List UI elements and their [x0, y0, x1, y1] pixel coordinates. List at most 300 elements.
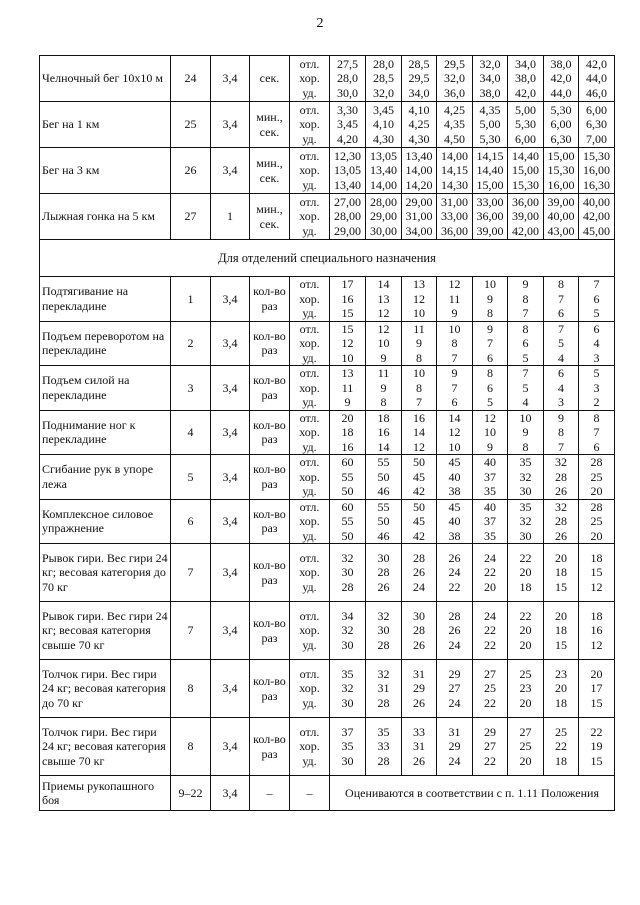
exercise-name: Сгибание рук в упоре лежа — [40, 455, 171, 500]
level-label: отл. — [299, 499, 320, 514]
value: 7 — [593, 277, 600, 291]
value: 4 — [558, 350, 564, 365]
value: 18 — [555, 695, 567, 710]
value: 16 — [341, 291, 354, 306]
value: 31 — [413, 739, 425, 754]
value: 15,30 — [547, 163, 575, 178]
value: 4,30 — [373, 131, 394, 146]
value: 6 — [487, 350, 493, 365]
unit: кол-во раз — [250, 660, 290, 718]
value: 10 — [413, 306, 425, 320]
value: 29,5 — [444, 56, 465, 71]
value: 26 — [555, 484, 567, 498]
value: 5,30 — [479, 131, 501, 146]
value-cell — [366, 277, 402, 322]
value-cell — [579, 148, 615, 194]
value-cell — [508, 718, 544, 776]
norms-table — [39, 55, 615, 811]
unit: кол-во раз — [250, 602, 290, 660]
exercise-number: 8 — [171, 660, 211, 718]
value-cell — [437, 455, 473, 500]
level-label: уд. — [302, 484, 317, 498]
value: 11 — [413, 321, 425, 336]
value-cell — [402, 277, 437, 322]
value: 28 — [590, 455, 603, 469]
value-cell — [579, 455, 615, 500]
value: 6 — [593, 321, 600, 336]
value: 20 — [519, 623, 532, 638]
value: 4,20 — [337, 131, 358, 146]
value-cell — [508, 148, 544, 194]
value: 9 — [416, 336, 422, 350]
value: 28 — [377, 753, 390, 768]
level-label: хор. — [299, 336, 320, 350]
value: 7 — [558, 291, 564, 306]
value: 4,10 — [373, 117, 394, 132]
value: 20 — [519, 695, 532, 710]
value: 20 — [590, 484, 603, 498]
value: 2 — [593, 395, 600, 409]
value: 32 — [519, 514, 532, 528]
exercise-name: Челночный бег 10х10 м — [40, 56, 171, 102]
value: 19 — [590, 739, 603, 754]
value-cell — [508, 660, 544, 718]
exercise-number: 9–22 — [171, 776, 211, 811]
value-cell — [508, 277, 544, 322]
value-cell — [366, 718, 402, 776]
level-label: хор. — [299, 514, 320, 528]
value: 30 — [519, 484, 532, 498]
value-cell — [366, 321, 402, 366]
level-labels — [290, 499, 330, 544]
value: 50 — [377, 514, 390, 528]
value-cell — [473, 194, 508, 240]
table-row — [40, 321, 615, 366]
value: 22 — [484, 623, 496, 638]
value: 32 — [341, 623, 354, 638]
value: 50 — [341, 528, 354, 543]
exercise-name: Бег на 3 км — [40, 148, 171, 194]
value: 33 — [413, 724, 425, 739]
value-cell — [473, 410, 508, 455]
value-cell — [508, 102, 544, 148]
value-cell — [473, 148, 508, 194]
value-cell — [473, 602, 508, 660]
value: 5 — [487, 395, 493, 409]
value: 24 — [448, 565, 461, 580]
value: 27,00 — [334, 194, 361, 209]
value: 4,25 — [408, 117, 430, 132]
table-row — [40, 56, 615, 102]
value: 22 — [484, 695, 496, 710]
level-label: отл. — [299, 550, 320, 565]
value-cell — [366, 602, 402, 660]
value: 6 — [593, 439, 600, 454]
value: 28,0 — [337, 71, 358, 86]
value: 8 — [380, 395, 387, 409]
value-cell — [330, 148, 366, 194]
coefficient: 3,4 — [211, 602, 250, 660]
value: 29 — [448, 666, 461, 681]
value-cell — [437, 366, 473, 411]
value: 22 — [519, 608, 532, 623]
value: 50 — [377, 469, 390, 484]
value: 22 — [519, 550, 532, 565]
level-labels — [290, 102, 330, 148]
value: 7 — [522, 366, 529, 380]
value: 9 — [487, 321, 493, 336]
value-cell — [402, 499, 437, 544]
coefficient: 3,4 — [211, 321, 250, 366]
value: 10 — [448, 439, 461, 454]
level-label: отл. — [299, 608, 320, 623]
value: 8 — [593, 410, 600, 425]
value: 27 — [519, 724, 532, 739]
value: 26 — [413, 637, 425, 652]
value: 10 — [448, 321, 461, 336]
level-label: уд. — [302, 637, 317, 652]
value: 13 — [341, 366, 354, 380]
level-label: хор. — [299, 117, 320, 132]
value: 7 — [558, 439, 564, 454]
value: 28 — [555, 469, 567, 484]
level-label: хор. — [299, 623, 320, 638]
value: 18 — [341, 425, 354, 439]
value: 16,30 — [583, 177, 610, 192]
value-cell — [508, 321, 544, 366]
level-labels — [290, 366, 330, 411]
table-row — [40, 277, 615, 322]
value: 27 — [484, 739, 496, 754]
level-labels — [290, 660, 330, 718]
level-labels — [290, 718, 330, 776]
unit: кол-во раз — [250, 410, 290, 455]
value-cell — [402, 194, 437, 240]
value: 23 — [519, 681, 532, 696]
value-cell — [366, 410, 402, 455]
value-cell — [330, 194, 366, 240]
level-label: отл. — [299, 455, 320, 469]
value-cell — [579, 544, 615, 602]
exercise-name: Приемы рукопашного боя — [40, 776, 171, 811]
value: 29,00 — [405, 194, 433, 209]
level-label: хор. — [299, 291, 320, 306]
value-cell — [508, 455, 544, 500]
value: 46 — [377, 528, 390, 543]
value: 10 — [484, 425, 496, 439]
value: 30 — [341, 637, 354, 652]
value: 36,0 — [444, 85, 465, 100]
value: 28 — [413, 623, 425, 638]
level-label: хор. — [299, 425, 320, 439]
value: 28,00 — [370, 194, 397, 209]
exercise-number: 2 — [171, 321, 211, 366]
value: 9 — [522, 425, 529, 439]
exercise-number: 3 — [171, 366, 211, 411]
exercise-number: 8 — [171, 718, 211, 776]
value-cell — [330, 499, 366, 544]
value: 5,30 — [515, 117, 536, 132]
value: 13,05 — [370, 148, 397, 163]
value: 4 — [558, 380, 564, 395]
coefficient: 3,4 — [211, 410, 250, 455]
value-cell — [579, 499, 615, 544]
value: 5,00 — [515, 102, 536, 117]
level-label: уд. — [302, 85, 317, 100]
value: 17 — [341, 277, 354, 291]
value-cell — [402, 102, 437, 148]
section-row — [40, 240, 615, 277]
value: 15 — [555, 637, 567, 652]
level-label: уд. — [302, 306, 317, 320]
value: 38,0 — [550, 56, 572, 71]
value: 28,00 — [334, 209, 361, 224]
value: 23 — [555, 666, 567, 681]
value: 10 — [484, 277, 496, 291]
value: 55 — [377, 455, 390, 469]
value: 29 — [484, 724, 496, 739]
value: 50 — [413, 499, 425, 514]
value: 30 — [519, 528, 532, 543]
level-labels — [290, 277, 330, 322]
value-cell — [473, 660, 508, 718]
value-cell — [508, 56, 544, 102]
table-row — [40, 148, 615, 194]
table-row — [40, 544, 615, 602]
unit: сек. — [250, 56, 290, 102]
value: 9 — [487, 439, 493, 454]
value: 35 — [484, 528, 496, 543]
value: 7 — [558, 321, 564, 336]
exercise-name: Комплексное силовое упражнение — [40, 499, 171, 544]
value-cell — [579, 194, 615, 240]
value: 15 — [341, 306, 354, 320]
level-label: отл. — [299, 366, 320, 380]
value-cell — [508, 499, 544, 544]
value-cell — [473, 277, 508, 322]
value: 5 — [522, 350, 529, 365]
value: 15 — [555, 579, 567, 594]
value: 31,00 — [405, 209, 433, 224]
value: 39,00 — [547, 194, 575, 209]
value: 12 — [590, 637, 603, 652]
value: 15 — [590, 695, 603, 710]
value: 39,00 — [476, 223, 504, 238]
value: 33,00 — [441, 209, 468, 224]
value: 32,0 — [479, 56, 501, 71]
table-row — [40, 718, 615, 776]
value: 26 — [377, 579, 390, 594]
value-cell — [366, 366, 402, 411]
value-cell — [579, 321, 615, 366]
value-cell — [508, 544, 544, 602]
coefficient: 1 — [211, 194, 250, 240]
coefficient: 3,4 — [211, 776, 250, 811]
value: 9 — [380, 350, 387, 365]
value: 30,0 — [337, 85, 358, 100]
level-labels — [290, 194, 330, 240]
value: 31 — [448, 724, 461, 739]
value: 36,00 — [441, 223, 468, 238]
value: 38 — [448, 484, 461, 498]
value: 25 — [590, 469, 603, 484]
unit: мин., сек. — [250, 102, 290, 148]
value: 26 — [413, 753, 425, 768]
value: 32,0 — [373, 85, 394, 100]
level-label: отл. — [299, 194, 320, 209]
value-cell — [579, 102, 615, 148]
value: 8 — [487, 366, 493, 380]
value: 5 — [558, 336, 564, 350]
value: 15,30 — [512, 177, 539, 192]
exercise-number: 7 — [171, 544, 211, 602]
value: 8 — [558, 277, 564, 291]
value: 6,30 — [586, 117, 607, 132]
value-cell — [473, 56, 508, 102]
value: 30 — [341, 565, 354, 580]
value-cell — [437, 499, 473, 544]
value-cell — [473, 499, 508, 544]
value: 4 — [522, 395, 529, 409]
value: 24 — [484, 608, 496, 623]
value: 28,0 — [373, 56, 394, 71]
exercise-name: Подтягивание на перекладине — [40, 277, 171, 322]
value-cell — [579, 602, 615, 660]
value: 15,00 — [547, 148, 575, 163]
value-cell — [544, 277, 579, 322]
value: 32 — [341, 681, 354, 696]
value-cell — [544, 410, 579, 455]
value: 26 — [413, 695, 425, 710]
value: 29 — [413, 681, 425, 696]
value-cell — [437, 194, 473, 240]
unit: мин., сек. — [250, 194, 290, 240]
value: 8 — [451, 336, 458, 350]
value: 42 — [413, 484, 425, 498]
value-cell — [544, 718, 579, 776]
value: 24 — [448, 753, 461, 768]
value: 28 — [377, 565, 390, 580]
value: 36,00 — [512, 194, 539, 209]
value: 26 — [448, 550, 461, 565]
value-cell — [579, 410, 615, 455]
exercise-name: Поднимание ног к перекладине — [40, 410, 171, 455]
value: 37 — [484, 469, 496, 484]
level-label: хор. — [299, 469, 320, 484]
coefficient: 3,4 — [211, 148, 250, 194]
level-label: уд. — [302, 350, 317, 365]
value-cell — [437, 56, 473, 102]
exercise-name: Подъем силой на перекладине — [40, 366, 171, 411]
value-cell — [402, 544, 437, 602]
value-cell — [544, 56, 579, 102]
value: 44,0 — [550, 85, 572, 100]
value: 18 — [519, 579, 532, 594]
value: 20 — [484, 579, 496, 594]
value: 46,0 — [586, 85, 607, 100]
value: 32 — [555, 455, 567, 469]
value-cell — [508, 194, 544, 240]
coefficient: 3,4 — [211, 499, 250, 544]
value-cell — [437, 410, 473, 455]
value-cell — [366, 499, 402, 544]
value: 30,00 — [370, 223, 397, 238]
value: 45 — [448, 499, 461, 514]
value: 42,00 — [583, 209, 610, 224]
value-cell — [437, 102, 473, 148]
value: 12 — [377, 306, 390, 320]
level-label: отл. — [299, 666, 320, 681]
value: 16,00 — [547, 177, 575, 192]
value: 20 — [555, 681, 567, 696]
exercise-number: 26 — [171, 148, 211, 194]
value: 10 — [377, 336, 390, 350]
value: 55 — [377, 499, 390, 514]
value-cell — [402, 321, 437, 366]
value-cell — [437, 148, 473, 194]
table-row — [40, 410, 615, 455]
value: 50 — [341, 484, 354, 498]
coefficient: 3,4 — [211, 718, 250, 776]
unit: кол-во раз — [250, 321, 290, 366]
value: 14 — [377, 277, 390, 291]
value: 3 — [558, 395, 564, 409]
coefficient: 3,4 — [211, 56, 250, 102]
value: 28,5 — [408, 56, 430, 71]
value: 6,00 — [515, 131, 536, 146]
value-cell — [402, 602, 437, 660]
value-cell — [579, 56, 615, 102]
value: 27 — [448, 681, 461, 696]
value-cell — [544, 499, 579, 544]
value: 15 — [341, 321, 354, 336]
level-label: уд. — [302, 131, 317, 146]
unit: кол-во раз — [250, 544, 290, 602]
value: 29 — [448, 739, 461, 754]
value-cell — [330, 321, 366, 366]
value: 9 — [344, 395, 351, 409]
value: 32 — [341, 550, 354, 565]
value: 35 — [484, 484, 496, 498]
value: 4,50 — [444, 131, 465, 146]
value: 38,0 — [515, 71, 536, 86]
value-cell — [473, 544, 508, 602]
value-cell — [330, 56, 366, 102]
value: 39,00 — [512, 209, 539, 224]
value: 9 — [380, 380, 387, 395]
value: 24 — [448, 637, 461, 652]
level-label: хор. — [299, 681, 320, 696]
value: 12 — [377, 321, 390, 336]
value: 6,30 — [550, 131, 572, 146]
value: 7,00 — [586, 131, 607, 146]
value-cell — [437, 602, 473, 660]
value: 14,40 — [512, 148, 539, 163]
value: 35 — [341, 739, 354, 754]
level-label: хор. — [299, 380, 320, 395]
exercise-number: 5 — [171, 455, 211, 500]
coefficient: 3,4 — [211, 102, 250, 148]
coefficient: 3,4 — [211, 660, 250, 718]
exercise-name: Толчок гири. Вес гири 24 кг; весовая категория до 70 кг — [40, 660, 171, 718]
value: 16 — [377, 425, 390, 439]
value-cell — [437, 321, 473, 366]
value: 8 — [487, 306, 493, 320]
value: 20 — [555, 550, 567, 565]
value-cell — [544, 660, 579, 718]
value: 20 — [519, 753, 532, 768]
level-labels — [290, 602, 330, 660]
